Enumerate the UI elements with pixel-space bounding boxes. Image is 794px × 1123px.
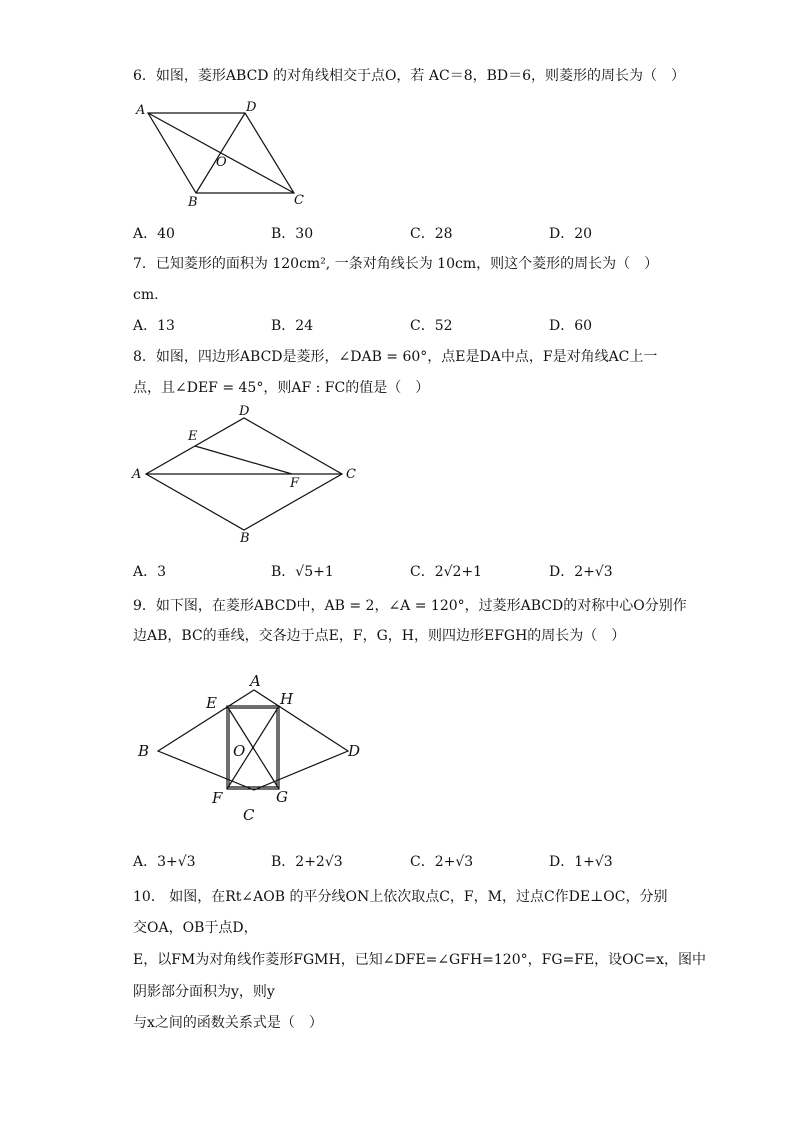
question-9-stem-line2: 边AB，BC的垂线，交各边于点E，F，G，H，则四边形EFGH的周长为（ ） [133,628,626,644]
label-H: H [280,690,294,708]
label-A: A [136,103,146,118]
option-c[interactable]: C．2+√3 [410,854,474,870]
question-8-stem-line1: 8．如图，四边形ABCD是菱形，∠DAB = 60°，点E是DA中点，F是对角线AC上一 [133,349,658,365]
label-D: D [348,742,361,760]
option-d[interactable]: D．20 [549,226,593,242]
option-b[interactable]: B．24 [271,318,314,334]
question-10-stem-line2: 交OA，OB于点D， [133,920,258,936]
question-8-options [133,561,693,581]
option-b[interactable]: B．30 [271,226,314,242]
label-C: C [243,806,255,824]
question-6-options [133,223,693,243]
option-c[interactable]: C．52 [410,318,453,334]
label-B: B [188,195,198,210]
label-G: G [276,788,288,806]
question-8-stem-line2: 点，且∠DEF = 45°，则AF : FC的值是（ ） [133,380,430,396]
figure-rhombus-abcd-q8 [130,403,362,545]
question-9-stem-line1: 9．如下图，在菱形ABCD中，AB = 2，∠A = 120°，过菱形ABCD的对称中心O分别作 [133,598,687,614]
figure-rhombus-abcd-q6 [130,98,310,210]
option-d[interactable]: D．60 [549,318,593,334]
option-a[interactable]: A．13 [133,318,175,334]
label-F: F [212,789,223,807]
label-F: F [290,476,300,491]
label-E: E [206,694,217,712]
question-9-options [133,851,693,871]
label-C: C [294,193,304,208]
label-D: D [246,100,257,115]
rhombus-outline [158,690,348,790]
option-d[interactable]: D．2+√3 [549,564,613,580]
option-a[interactable]: A．40 [133,226,175,242]
label-E: E [188,429,198,444]
question-10-stem-line5: 与x之间的函数关系式是（ ） [133,1015,323,1031]
question-10-stem-line4: 阴影部分面积为y，则y [133,984,275,1000]
label-C: C [346,467,356,482]
label-A: A [250,672,261,690]
option-c[interactable]: C．28 [410,226,453,242]
option-a[interactable]: A．3 [133,564,167,580]
question-7-options [133,315,693,335]
question-10-stem-line3: E，以FM为对角线作菱形FGMH，已知∠DFE=∠GFH=120°，FG=FE，设OC=x，图中 [133,952,706,968]
question-7-stem-line2: cm. [133,287,159,303]
question-6-stem: 6．如图，菱形ABCD 的对角线相交于点O，若 AC＝8，BD＝6，则菱形的周长为（ ） [133,68,686,84]
label-B: B [138,742,150,760]
label-O: O [216,155,227,170]
option-b[interactable]: B．√5+1 [271,564,334,580]
segment-ef [195,446,292,474]
option-c[interactable]: C．2√2+1 [410,564,483,580]
label-D: D [239,404,250,419]
label-B: B [240,531,250,545]
option-a[interactable]: A．3+√3 [133,854,196,870]
figure-rhombus-efgh-q9 [130,668,370,828]
question-10-stem-line1: 10． 如图，在Rt∠AOB 的平分线ON上依次取点C，F，M，过点C作DE⊥OC，分别 [133,889,668,905]
diagonal-bd [196,113,245,193]
option-b[interactable]: B．2+2√3 [271,854,343,870]
label-A: A [132,467,142,482]
label-O: O [233,742,246,760]
option-d[interactable]: D．1+√3 [549,854,613,870]
question-7-stem-line1: 7．已知菱形的面积为 120cm², 一条对角线长为 10cm，则这个菱形的周长为（ ） [133,256,659,272]
